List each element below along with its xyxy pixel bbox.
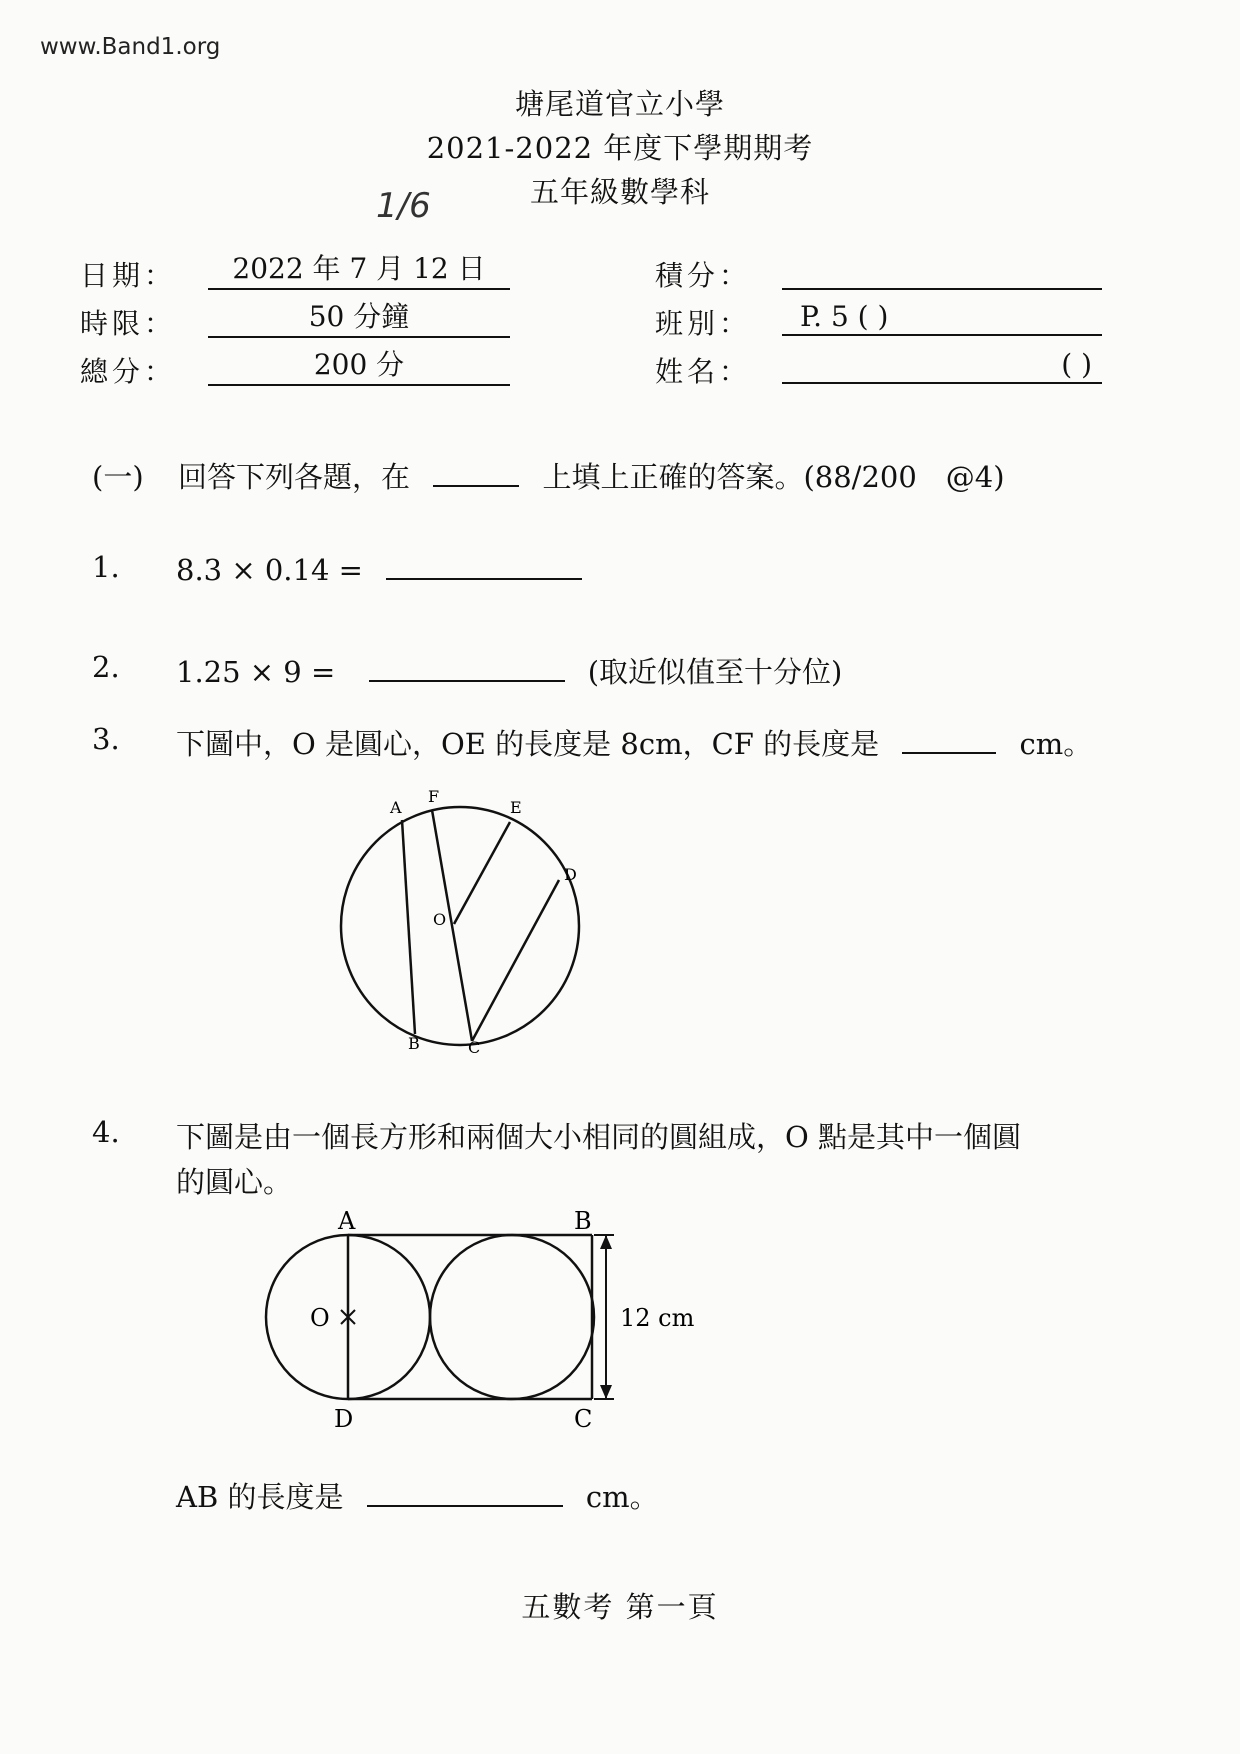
- label-b: B: [574, 1207, 592, 1235]
- name-field[interactable]: ( ): [782, 346, 1102, 384]
- q3-unit: cm。: [1019, 727, 1093, 761]
- label-d: D: [334, 1405, 354, 1433]
- page-footer: 五數考 第一頁: [521, 1590, 719, 1624]
- q3-text: [176, 722, 1092, 763]
- q3-circle-diagram: [320, 780, 620, 1060]
- right-circle: [430, 1235, 594, 1399]
- class-label: 班別：: [655, 307, 752, 340]
- time-label: 時限：: [80, 307, 177, 340]
- total-field[interactable]: 200 分: [208, 346, 510, 386]
- dimension-label: 12 cm: [620, 1304, 695, 1332]
- q4-answer-line: [176, 1475, 659, 1516]
- q3-circle: [341, 807, 579, 1045]
- label-d: D: [564, 865, 577, 884]
- school-name: 塘尾道官立小學: [514, 87, 725, 121]
- label-o: O: [433, 910, 447, 929]
- label-e: E: [510, 798, 522, 817]
- exam-term: 2021-2022 年度下學期期考: [426, 131, 814, 165]
- q3-answer-blank[interactable]: [902, 724, 996, 754]
- instruction-part-b: 上填上正確的答案。(88/200 @4): [542, 460, 1005, 494]
- score-field[interactable]: [782, 250, 1102, 290]
- chord-cd: [472, 880, 559, 1041]
- date-field[interactable]: 2022 年 7 月 12 日: [208, 250, 510, 290]
- q4-rectangle-diagram: [250, 1205, 710, 1435]
- date-label: 日期：: [80, 259, 177, 292]
- label-c: C: [468, 1038, 481, 1057]
- q2-expression: 1.25 × 9 =: [176, 655, 336, 689]
- label-f: F: [428, 787, 440, 806]
- q2-number: 2.: [92, 650, 120, 684]
- label-b: B: [408, 1034, 420, 1053]
- dimension-arrow-bottom: [600, 1385, 612, 1399]
- q1-text: [176, 550, 582, 587]
- q4-text-line2: 的圓心。: [176, 1165, 293, 1199]
- dimension-arrow-top: [600, 1235, 612, 1249]
- q1-expression: 8.3 × 0.14 =: [176, 553, 363, 587]
- q4-text-line1: 下圖是由一個長方形和兩個大小相同的圓組成，O 點是其中一個圓: [176, 1120, 1021, 1154]
- q2-text: [176, 650, 842, 691]
- label-a: A: [390, 798, 402, 817]
- q4-answer-blank[interactable]: [367, 1477, 563, 1507]
- watermark: www.Band1.org: [40, 34, 221, 60]
- q4-answer-unit: cm。: [585, 1480, 659, 1514]
- time-field[interactable]: 50 分鐘: [208, 298, 510, 338]
- exam-subject: 五年級數學科: [529, 175, 710, 209]
- instruction-part-a: 回答下列各題，在: [178, 460, 411, 494]
- q2-answer-blank[interactable]: [369, 652, 565, 682]
- q3-question: 下圖中，O 是圓心，OE 的長度是 8cm，CF 的長度是: [176, 727, 880, 761]
- chord-ab: [402, 820, 415, 1034]
- instruction-blank: [433, 457, 519, 487]
- label-c: C: [574, 1405, 593, 1433]
- q1-number: 1.: [92, 550, 120, 584]
- q2-note: (取近似值至十分位): [587, 655, 843, 689]
- name-label: 姓名：: [655, 355, 752, 388]
- label-o: O: [310, 1304, 330, 1332]
- handwritten-mark: 1/6: [376, 186, 431, 226]
- section-instruction: [178, 455, 1005, 496]
- q4-number: 4.: [92, 1115, 120, 1149]
- class-field[interactable]: P. 5 ( ): [782, 298, 1102, 336]
- radius-oe: [454, 822, 510, 924]
- section-number: (一): [92, 460, 144, 494]
- total-label: 總分：: [80, 355, 177, 388]
- score-label: 積分：: [655, 259, 752, 292]
- label-a: A: [338, 1207, 356, 1235]
- q1-answer-blank[interactable]: [386, 550, 582, 580]
- q3-number: 3.: [92, 722, 120, 756]
- q4-answer-prompt: AB 的長度是: [176, 1480, 344, 1514]
